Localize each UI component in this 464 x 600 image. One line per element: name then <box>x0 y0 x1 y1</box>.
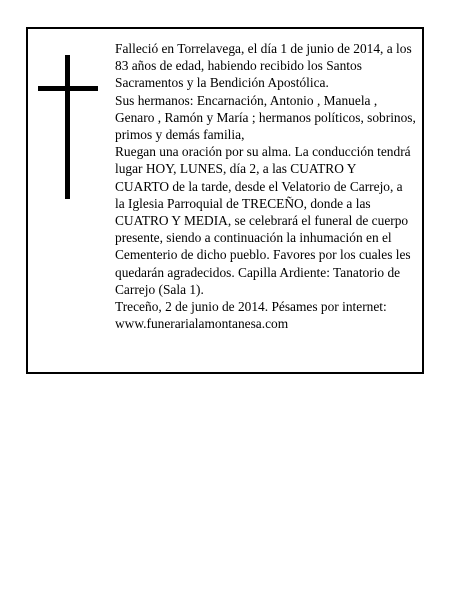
place-date-condolences: Treceño, 2 de junio de 2014. Pésames por internet: www.funerarialamontanesa.com <box>115 299 387 332</box>
notice-body <box>115 40 425 332</box>
cross-icon <box>38 55 98 199</box>
death-announcement: Falleció en Torrelavega, el día 1 de junio de 2014, a los 83 años de edad, habiendo recibido los Santos Sacramentos y la Bendición Apostólica. <box>115 41 412 91</box>
family-list: Sus hermanos: Encarnación, Antonio , Manuela , Genaro , Ramón y María ; hermanos políticos, sobrinos, primos y demás familia, <box>115 92 416 143</box>
cross-vertical-bar <box>65 55 70 199</box>
obituary-notice <box>26 27 424 374</box>
funeral-details: Ruegan una oración por su alma. La conducción tendrá lugar HOY, LUNES, día 2, a las CUATRO Y CUARTO de la tarde, desde el Velatorio de Carrejo, a la Iglesia Parroquial de TRECEÑO, donde a las CUATRO Y MEDIA, se celebrará el funeral de cuerpo presente, siendo a continuación la inhumación en el Cementerio de dicho pueblo. Favores por los cuales les quedarán agradecidos. Capilla Ardiente: Tanatorio de Carrejo (Sala 1). <box>115 144 411 297</box>
cross-horizontal-bar <box>38 86 98 91</box>
